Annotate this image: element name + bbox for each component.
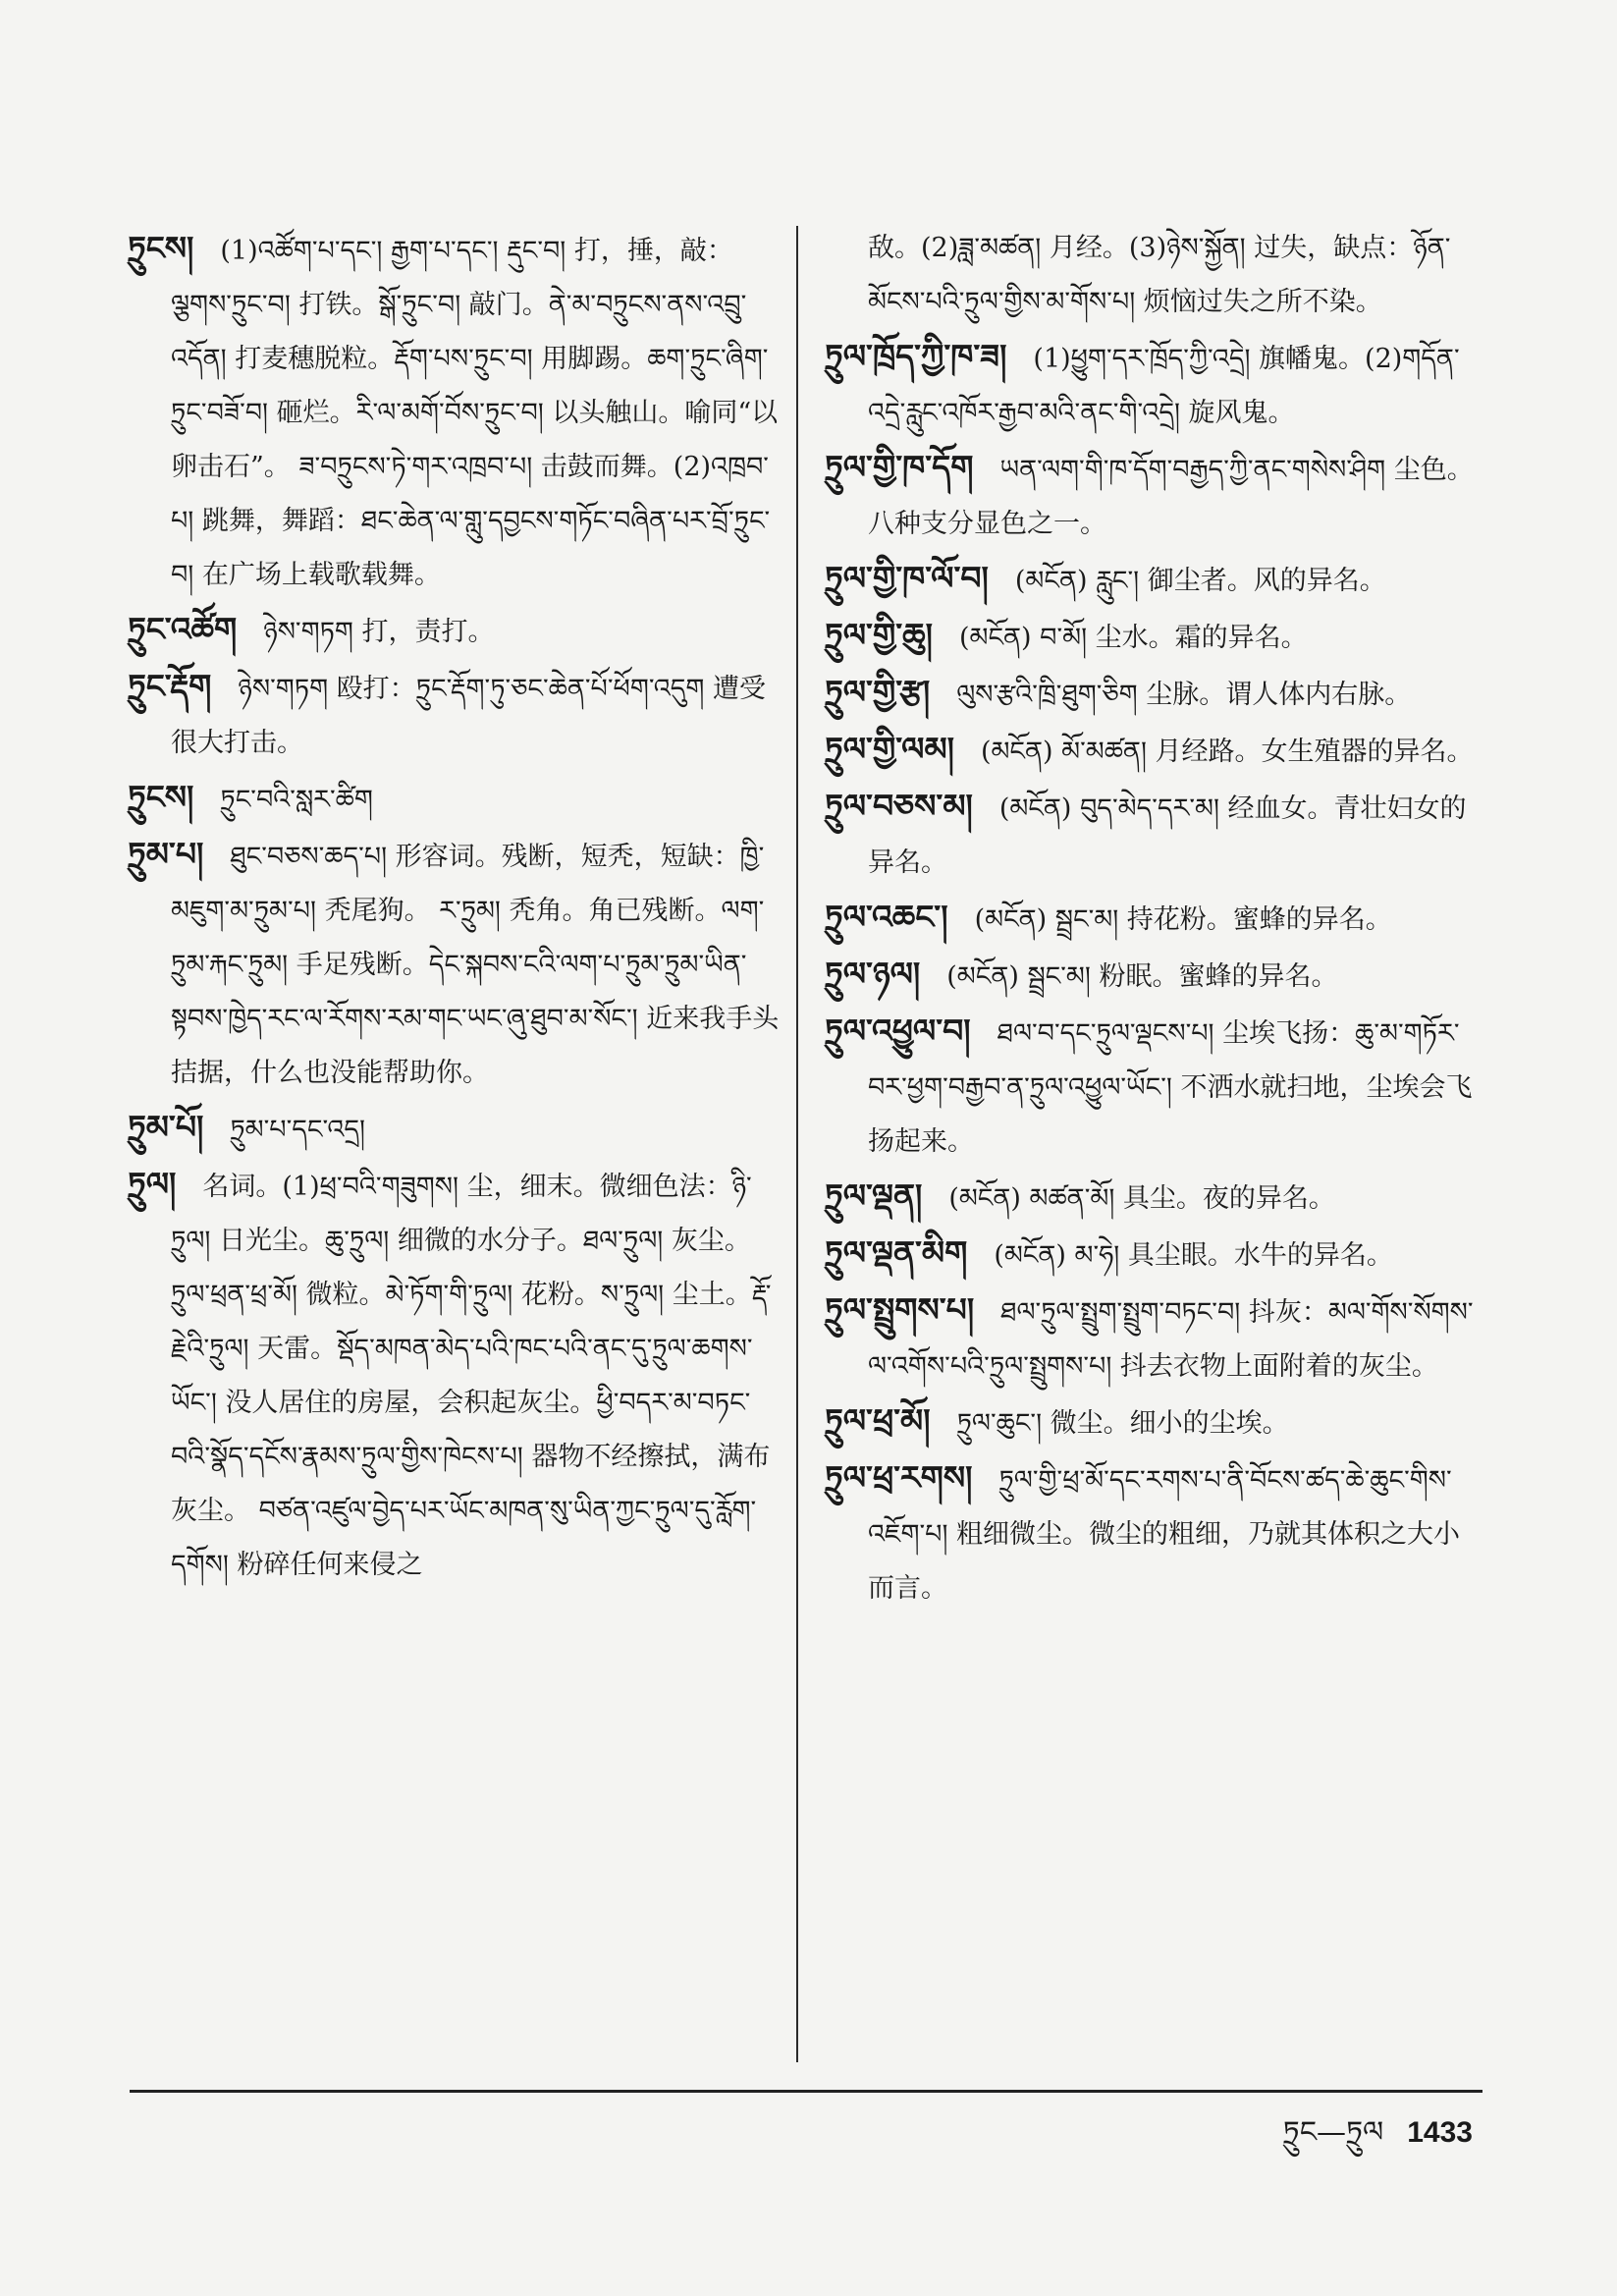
entry-headword: ཏྲུལ་ཕྲ་རགས། xyxy=(825,1458,973,1497)
dictionary-entry xyxy=(128,1100,785,1157)
column-divider xyxy=(796,226,798,2062)
dictionary-entry xyxy=(825,1004,1482,1169)
entry-headword: ཏྲུལ། xyxy=(128,1165,177,1203)
entry-headword: ཏྲུམ་པོ། xyxy=(128,1108,204,1146)
dictionary-entry xyxy=(128,659,785,770)
entry-definition: ཏྲུལ་ཆུང་། 微尘。细小的尘埃。 xyxy=(956,1408,1289,1439)
dictionary-entry xyxy=(128,1157,785,1592)
dictionary-entry xyxy=(825,608,1482,665)
entry-headword: ཏྲུམ་པ། xyxy=(128,835,204,873)
dictionary-entry xyxy=(825,440,1482,551)
dictionary-entry xyxy=(128,827,785,1100)
dictionary-entry xyxy=(128,770,785,827)
footer-range: ཏྲུང—ཏྲུལ xyxy=(1282,2115,1384,2150)
entry-headword: ཏྲུལ་སྤྲུགས་པ། xyxy=(825,1290,975,1329)
page-number: 1433 xyxy=(1407,2116,1473,2149)
entry-headword: ཏྲུལ་ལྡན། xyxy=(825,1176,923,1215)
dictionary-entry xyxy=(825,947,1482,1004)
dictionary-entry xyxy=(825,329,1482,440)
entry-headword: ཏྲུལ་བཅས་མ། xyxy=(825,787,973,825)
entry-definition: ཉེས་གཏག 打，责打。 xyxy=(263,617,495,647)
dictionary-entry xyxy=(825,1283,1482,1394)
dictionary-entry xyxy=(825,779,1482,890)
entry-headword: ཏྲུལ་ཕྲ་མོ། xyxy=(825,1401,931,1440)
entry-headword: ཏྲུངས། xyxy=(128,778,194,816)
entry-definition: ཏྲུམ་པ་དང་འདྲ། xyxy=(230,1115,365,1145)
dictionary-entry xyxy=(128,602,785,659)
entry-definition: ཏྲུལ་གྱི་ཕྲ་མོ་དང་རགས་པ་ནི་བོངས་ཚད་ཆེ་ཆུང་གིས་འཇོག་པ། 粗细微尘。微尘的粗细，乃就其体积之大小而言。 xyxy=(868,1465,1461,1604)
dictionary-entry xyxy=(825,551,1482,608)
page-footer xyxy=(1178,2100,1473,2182)
dictionary-entry xyxy=(825,890,1482,947)
bottom-rule xyxy=(130,2090,1482,2093)
entry-definition: ཐུང་བཅས་ཆད་པ། 形容词。残断，短秃，短缺：ཁྱི་མཇུག་མ་ཏྲུམ་པ། 秃尾狗。 ར་ཏྲུམ། 秃角。角已残断。ལག་ཏྲུམ་རྐང་ཏྲུམ། 手足残断。དེང་སྐབས་ངའི་ལག་པ་ཏྲུམ་ཏྲུམ་ཡིན་སྟབས་ཁྱེད་རང་ལ་རོགས་རམ་གང་ཡང་ཞུ་ཐུབ་མ་སོང་། 近来我手头拮据，什么也没能帮助你。 xyxy=(171,842,780,1088)
entry-definition: ལུས་རྩའི་ཁྲི་ཐུག་ཅིག 尘脉。谓人体内右脉。 xyxy=(956,680,1412,710)
entry-headword: ཏྲུང་རྡོག xyxy=(128,667,212,705)
entry-definition: (མངོན) རླུང་། 御尘者。风的异名。 xyxy=(1014,566,1386,596)
entry-definition: 名词。(1)ཕྲ་བའི་གཟུགས། 尘，细末。微细色法：ཉི་ཏྲུལ། 日光尘。ཆུ་ཏྲུལ། 细微的水分子。ཐལ་ཏྲུལ། 灰尘。ཏྲུལ་ཕྲན་ཕྲ་མོ། 微粒。མེ་ཏོག་གི་ཏྲུལ། 花粉。ས་ཏྲུལ། 尘土。རྡོ་རྗེའི་ཏྲུལ། 天雷。སྡོད་མཁན་མེད་པའི་ཁང་པའི་ནང་དུ་ཏྲུལ་ཆགས་ཡོང་། 没人居住的房屋，会积起灰尘。ཕྱི་བདར་མ་བཏང་བའི་སྣོད་དངོས་རྣམས་ཏྲུལ་གྱིས་ཁེངས་པ། 器物不经擦拭，满布灰尘。 བཙན་འཛུལ་བྱེད་པར་ཡོང་མཁན་སུ་ཡིན་ཀྱང་ཏྲུལ་དུ་རློག་དགོས། 粉碎任何来侵之 xyxy=(171,1172,772,1580)
entry-headword: ཏྲུལ་འཕྱུལ་བ། xyxy=(825,1011,971,1050)
dictionary-entry xyxy=(825,1226,1482,1283)
entry-definition: 敌。(2)ཟླ་མཚན། 月经。(3)ཉེས་སྐྱོན། 过失，缺点：ཉོན་མོངས་པའི་ཏྲུལ་གྱིས་མ་གོས་པ། 烦恼过失之所不染。 xyxy=(868,233,1451,317)
entry-headword: ཏྲུལ་ལྡན་མིག xyxy=(825,1233,968,1272)
entry-headword: ཏྲུལ་གྱི་ཁ་ལོ་བ། xyxy=(825,559,989,597)
entry-definition: ཐལ་ཏྲུལ་སྤྲུག་སྤྲུག་བཏང་བ། 抖灰：མལ་གོས་སོགས་ལ་འགོས་པའི་ཏྲུལ་སྤྲུགས་པ། 抖去衣物上面附着的灰尘。 xyxy=(868,1297,1474,1382)
entry-definition: (མངོན) སྦྲང་མ། 持花粉。蜜蜂的异名。 xyxy=(974,904,1392,935)
entry-definition: (1)འཚོག་པ་དང་། རྒྱག་པ་དང་། རྡུང་བ། 打，捶，敲：ལྕགས་ཏྲུང་བ། 打铁。སྒོ་ཏྲུང་བ། 敲门。ནེ་མ་བཏྲུངས་ནས་འབྲུ་འདོན། 打麦穗脱粒。རྡོག་པས་ཏྲུང་བ། 用脚踢。ཆག་ཏྲུང་ཞིག་ཏྲུང་བཟོ་བ། 砸烂。རི་ལ་མགོ་བོས་ཏྲུང་བ། 以头触山。喻同“以卵击石”。 ཟ་བཏྲུངས་ཏེ་གར་འཁྲབ་པ། 击鼓而舞。(2)འཁྲབ་པ། 跳舞，舞蹈：ཐང་ཆེན་ལ་གླུ་དབྱངས་གཏོང་བཞིན་པར་བྲོ་ཏྲུང་བ། 在广场上载歌载舞。 xyxy=(171,236,779,590)
dictionary-entry xyxy=(825,1450,1482,1615)
dictionary-entry xyxy=(825,1169,1482,1226)
dictionary-entry xyxy=(825,221,1482,329)
entry-headword: ཏྲུལ་གྱི་ལམ། xyxy=(825,730,954,768)
right-column xyxy=(825,221,1482,1615)
entry-headword: ཏྲུལ་གྱི་ཆུ། xyxy=(825,616,933,654)
entry-definition: ཉེས་གཏག 殴打：ཏྲུང་རྡོག་ཏུ་ཅང་ཆེན་པོ་ཕོག་འདུག 遭受很大打击。 xyxy=(171,674,766,758)
entry-headword: ཏྲུལ་ཉལ། xyxy=(825,955,921,993)
entry-definition: (མངོན) མོ་མཚན། 月经路。女生殖器的异名。 xyxy=(980,737,1474,767)
entry-definition: (1)ཕྱུག་དར་ཁྲོད་ཀྱི་འདྲེ། 旗幡鬼。(2)གདོན་འདྲེ་རླུང་འཁོར་རྒྱབ་མའི་ནང་གི་འདྲེ། 旋风鬼。 xyxy=(868,344,1460,428)
dictionary-entry xyxy=(825,665,1482,722)
dictionary-entry xyxy=(128,221,785,602)
entry-definition: (མངོན) བུད་མེད་དར་མ། 经血女。青壮妇女的异名。 xyxy=(868,793,1467,878)
dictionary-entry xyxy=(825,1394,1482,1450)
entry-definition: ཏྲུང་བའི་སླར་ཚིག xyxy=(220,785,373,815)
entry-definition: (མངོན) མ་ཧེ། 具尘眼。水牛的异名。 xyxy=(994,1240,1393,1271)
entry-definition: (མངོན) བ་མོ། 尘水。霜的异名。 xyxy=(958,623,1308,653)
entry-headword: ཏྲུལ་ཁྲོད་ཀྱི་ཁ་ཟ། xyxy=(825,337,1007,375)
entry-headword: ཏྲུལ་གྱི་རྩ། xyxy=(825,673,931,711)
dictionary-entry xyxy=(825,722,1482,779)
entry-headword: ཏྲུང་འཚོག xyxy=(128,610,238,648)
entry-headword: ཏྲུངས། xyxy=(128,229,194,267)
entry-definition: (མངོན) སྦྲང་མ། 粉眠。蜜蜂的异名。 xyxy=(946,961,1338,992)
entry-headword: ཏྲུལ་གྱི་ཁ་དོག xyxy=(825,448,974,486)
left-column xyxy=(128,221,785,1592)
entry-headword: ཏྲུལ་འཆང་། xyxy=(825,898,948,936)
entry-definition: ཐལ་བ་དང་ཏྲུལ་ལྡངས་པ། 尘埃飞扬：ཆུ་མ་གཏོར་བར་ཕྱག་བརྒྱབ་ན་ཏྲུལ་འཕྱུལ་ཡོང་། 不洒水就扫地，尘埃会飞扬起来。 xyxy=(868,1018,1473,1157)
entry-definition: (མངོན) མཚན་མོ། 具尘。夜的异名。 xyxy=(948,1183,1335,1214)
entry-definition: ཡན་ལག་གི་ཁ་དོག་བརྒྱད་ཀྱི་ནང་གསེས་ཤིག 尘色。八种支分显色之一。 xyxy=(868,455,1474,539)
